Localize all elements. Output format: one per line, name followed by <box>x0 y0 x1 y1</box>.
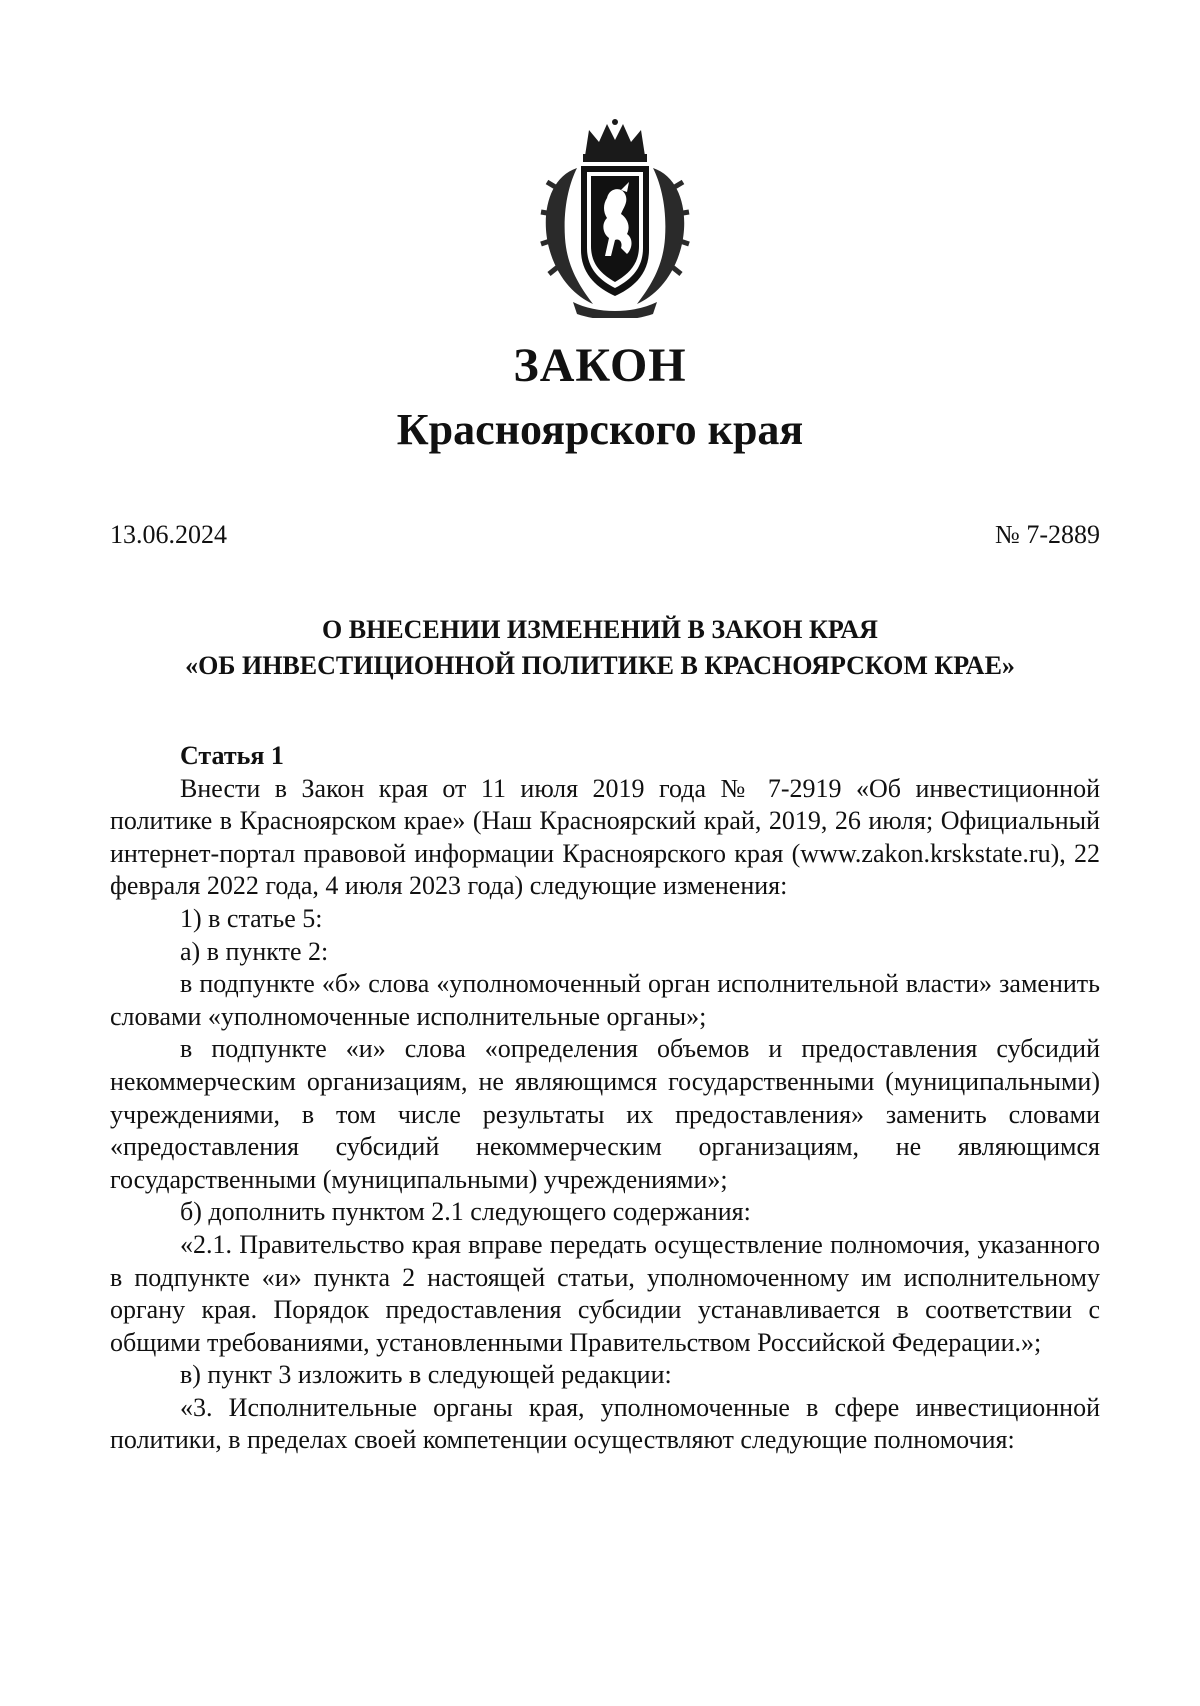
body-paragraph: в подпункте «и» слова «определения объемов и предоставления субсидий некоммерческим организациям, не являющимся государственными (муниципальными) учреждениями, в том числе результаты их предоставления» заменить словами «предоставления субсидий некоммерческим организациям, не являющимся государственными (муниципальными) учреждениями»; <box>110 1034 1100 1194</box>
law-subject-line-1: О ВНЕСЕНИИ ИЗМЕНЕНИЙ В ЗАКОН КРАЯ <box>322 615 878 644</box>
body-paragraph: а) в пункте 2: <box>180 936 329 966</box>
law-number: № 7-2889 <box>995 520 1100 549</box>
body-paragraph: б) дополнить пунктом 2.1 следующего содержания: <box>180 1197 751 1227</box>
law-title: ЗАКОН <box>513 339 687 392</box>
law-date: 13.06.2024 <box>110 520 227 549</box>
coat-of-arms-emblem <box>537 118 693 318</box>
body-paragraph: 1) в статье 5: <box>180 903 323 933</box>
body-paragraph: «3. Исполнительные органы края, уполномоченные в сфере инвестиционной политики, в пределах своей компетенции осуществляют следующие полномочия: <box>110 1392 1100 1455</box>
body-paragraph: Внести в Закон края от 11 июля 2019 года № 7-2919 «Об инвестиционной политике в Красноярском крае» (Наш Красноярский край, 2019, 26 июля; Официальный интернет-портал правовой информации Красноярского края (www.zakon.krskstate.ru), 22 февраля 2022 года, 4 июля 2023 года) следующие изменения: <box>110 773 1100 901</box>
body-paragraph: в подпункте «б» слова «уполномоченный орган исполнительной власти» заменить словами «уполномоченные исполнительные органы»; <box>110 969 1100 1031</box>
law-body <box>110 740 1100 1457</box>
body-paragraph: в) пункт 3 изложить в следующей редакции: <box>180 1360 672 1390</box>
body-paragraph: «2.1. Правительство края вправе передать осуществление полномочия, указанного в подпункте «и» пункта 2 настоящей статьи, уполномоченному им исполнительному органу края. Порядок предоставления субсидии устанавливается в соответствии с общими требованиями, установленными Правительством Российской Федерации.»; <box>110 1229 1100 1357</box>
law-subject-line-2: «ОБ ИНВЕСТИЦИОННОЙ ПОЛИТИКЕ В КРАСНОЯРСКОМ КРАЕ» <box>185 651 1015 680</box>
law-subtitle: Красноярского края <box>396 405 804 454</box>
article-heading: Статья 1 <box>180 741 284 770</box>
